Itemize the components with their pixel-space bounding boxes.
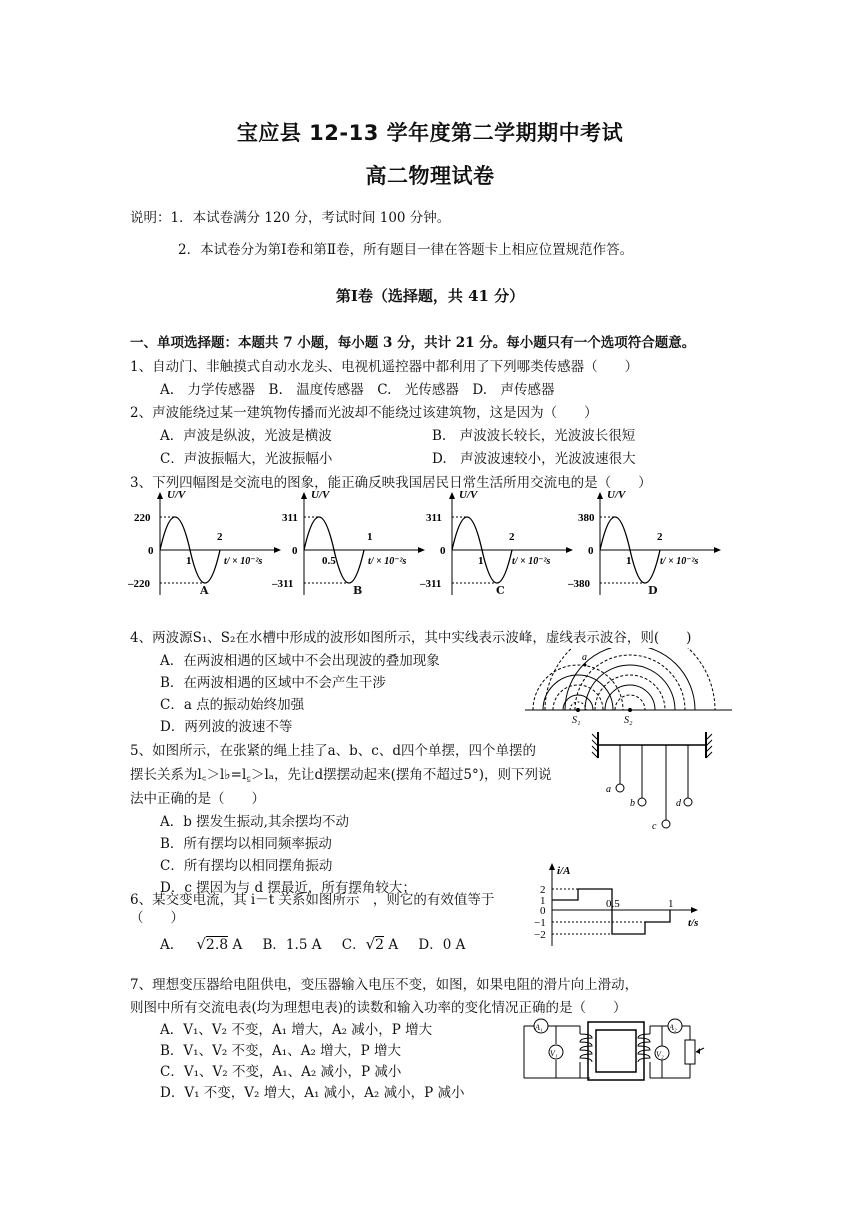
svg-text:t/ × 10⁻²s: t/ × 10⁻²s (368, 556, 407, 567)
svg-text:2: 2 (509, 531, 515, 543)
svg-text:2: 2 (540, 884, 546, 896)
svg-text:d: d (676, 798, 681, 809)
svg-text:0: 0 (540, 905, 546, 917)
svg-text:c: c (652, 821, 657, 832)
q4-stem: 4、两波源S₁、S₂在水槽中形成的波形如图所示，其中实线表示波峰，虚线表示波谷，则( ) (130, 630, 692, 646)
q5-option-b: B．所有摆均以相同频率振动 (160, 836, 332, 852)
exam-title: 宝应县 12-13 学年度第二学期期中考试 (236, 121, 624, 145)
q5-stem-2: 摆长关系为l꜀＞l♭=l꜁＞lₐ，先让d摆摆动起来(摆角不超过5°)，则下列说 (130, 767, 552, 783)
q6-option-c-value: 2 (375, 937, 385, 953)
svg-text:b: b (630, 798, 635, 809)
q5-option-c: C．所有摆均以相同摆角振动 (160, 858, 333, 874)
svg-text:–220: –220 (128, 578, 150, 590)
q3-label-c: C (496, 584, 505, 597)
svg-text:1: 1 (478, 555, 484, 567)
svg-text:V₂: V₂ (656, 1050, 664, 1059)
q7-stem-2: 则图中所有交流电表(均为理想电表)的读数和输入功率的变化情况正确的是（ ） (130, 1000, 627, 1016)
q3-graph-b (272, 490, 432, 600)
q6-option-c-unit: A (388, 937, 399, 953)
q6-options (160, 933, 465, 953)
q3-stem: 3、下列四幅图是交流电的图象，能正确反映我国居民日常生活所用交流电的是（ ） (130, 475, 652, 491)
svg-text:311: 311 (282, 512, 298, 524)
svg-text:t/s: t/s (688, 917, 699, 929)
svg-text:−2: −2 (534, 929, 546, 941)
svg-text:0.5: 0.5 (322, 555, 336, 567)
q4-option-c: C．a 点的振动始终加强 (160, 697, 305, 713)
q3a-amp: 220 (134, 512, 151, 524)
note-1: 说明：1．本试卷满分 120 分，考试时间 100 分钟。 (130, 210, 451, 226)
sqrt-icon: √ (365, 935, 376, 953)
svg-text:t/ × 10⁻²s: t/ × 10⁻²s (512, 556, 551, 567)
svg-text:A₁: A₁ (535, 1023, 543, 1032)
svg-text:0: 0 (292, 545, 298, 557)
q6-stem-2: （ ） (130, 910, 184, 926)
q5-pendulum-figure (590, 728, 715, 838)
exam-subtitle: 高二物理试卷 (365, 164, 495, 188)
svg-text:t/ × 10⁻²s: t/ × 10⁻²s (224, 556, 263, 567)
q7-option-a: A．V₁、V₂ 不变，A₁ 增大，A₂ 减小，P 增大 (160, 1022, 433, 1038)
svg-text:0.5: 0.5 (606, 898, 620, 910)
q6-option-a-unit: A (232, 937, 243, 953)
svg-text:1: 1 (186, 555, 192, 567)
svg-text:1: 1 (367, 531, 373, 543)
q2-option-c: C．声波振幅大，光波振幅小 (160, 451, 333, 467)
svg-text:i/A: i/A (557, 865, 571, 877)
svg-text:1: 1 (668, 898, 674, 910)
part-heading: 一、单项选择题：本题共 7 小题，每小题 3 分，共计 21 分。每小题只有一个选项符合题意。 (130, 335, 696, 351)
svg-text:V₁: V₁ (550, 1049, 558, 1058)
svg-text:t/ × 10⁻²s: t/ × 10⁻²s (660, 556, 699, 567)
svg-text:380: 380 (578, 512, 595, 524)
svg-text:S₂: S₂ (624, 715, 633, 726)
svg-text:2: 2 (217, 531, 223, 543)
q3-label-a: A (200, 584, 209, 597)
q7-option-d: D．V₁ 不变，V₂ 增大，A₁ 减小，A₂ 减小，P 减小 (160, 1085, 465, 1101)
q6-stem-1: 6、某交变电流，其 i－t 关系如图所示 ，则它的有效值等于 (130, 892, 495, 908)
svg-text:0: 0 (588, 545, 594, 557)
svg-text:a: a (606, 784, 611, 795)
svg-text:S₁: S₁ (572, 715, 581, 726)
q6-option-d: D．0 A (418, 937, 466, 953)
q7-transformer-figure (520, 1018, 710, 1084)
q4-option-d: D．两列波的波速不等 (160, 719, 293, 735)
q1-options: A. 力学传感器 B. 温度传感器 C. 光传感器 D. 声传感器 (160, 382, 555, 398)
svg-text:1: 1 (626, 555, 632, 567)
q4-wave-figure (520, 648, 740, 728)
q3a-ylabel: U/V (167, 490, 186, 501)
q5-stem-1: 5、如图所示，在张紧的绳上挂了a、b、c、d四个单摆，四个单摆的 (130, 743, 536, 759)
q2-stem: 2、声波能绕过某一建筑物传播而光波却不能绕过该建筑物，这是因为（ ） (130, 405, 598, 421)
svg-text:0: 0 (148, 545, 154, 557)
sqrt-icon: √ (196, 935, 206, 953)
q6-option-a-label: A. (160, 937, 175, 953)
q7-stem-1: 7、理想变压器给电阻供电，变压器输入电压不变，如图，如果电阻的滑片向上滑动， (130, 977, 639, 993)
q3-label-d: D (648, 584, 658, 597)
svg-text:−1: −1 (534, 917, 546, 929)
q2-option-d: D. 声波波速较小，光波波速很大 (432, 451, 636, 467)
q5-option-d: D．c 摆因为与 d 摆最近，所有摆角较大； (160, 880, 416, 896)
svg-text:U/V: U/V (311, 490, 330, 501)
q3-label-b: B (353, 584, 363, 597)
svg-text:311: 311 (426, 512, 442, 524)
svg-text:1: 1 (540, 895, 546, 907)
svg-text:a: a (582, 652, 587, 663)
q6-option-a-value: 2.8 (205, 937, 229, 953)
q6-option-c-label: C． (341, 937, 366, 953)
q7-option-c: C．V₁、V₂ 不变，A₁、A₂ 减小，P 减小 (160, 1064, 402, 1080)
q5-option-a: A．b 摆发生振动,其余摆均不动 (160, 814, 349, 830)
q2-option-a: A．声波是纵波，光波是横波 (160, 428, 332, 444)
svg-text:–311: –311 (272, 578, 294, 590)
svg-text:0: 0 (440, 545, 446, 557)
q5-stem-3: 法中正确的是（ ） (130, 791, 265, 807)
section-title: 第Ⅰ卷（选择题，共 41 分） (335, 287, 525, 305)
svg-text:U/V: U/V (607, 490, 626, 501)
svg-text:2: 2 (657, 531, 663, 543)
q4-option-a: A．在两波相遇的区域中不会出现波的叠加现象 (160, 653, 440, 669)
q2-option-b: B. 声波波长较长，光波波长很短 (432, 428, 636, 444)
svg-text:U/V: U/V (459, 490, 478, 501)
q7-option-b: B．V₁、V₂ 不变，A₁、A₂ 增大，P 增大 (160, 1043, 402, 1059)
q4-option-b: B．在两波相遇的区域中不会产生干涉 (160, 675, 386, 691)
svg-text:–311: –311 (420, 578, 442, 590)
q1-stem: 1、自动门、非触摸式自动水龙头、电视机遥控器中都利用了下列哪类传感器（ ） (130, 359, 639, 375)
q6-option-b: B．1.5 A (262, 937, 322, 953)
svg-text:A₂: A₂ (669, 1023, 677, 1032)
svg-text:–380: –380 (568, 578, 590, 590)
note-2: 2．本试卷分为第Ⅰ卷和第Ⅱ卷，所有题目一律在答题卡上相应位置规范作答。 (178, 242, 634, 258)
q6-current-graph (530, 862, 710, 947)
